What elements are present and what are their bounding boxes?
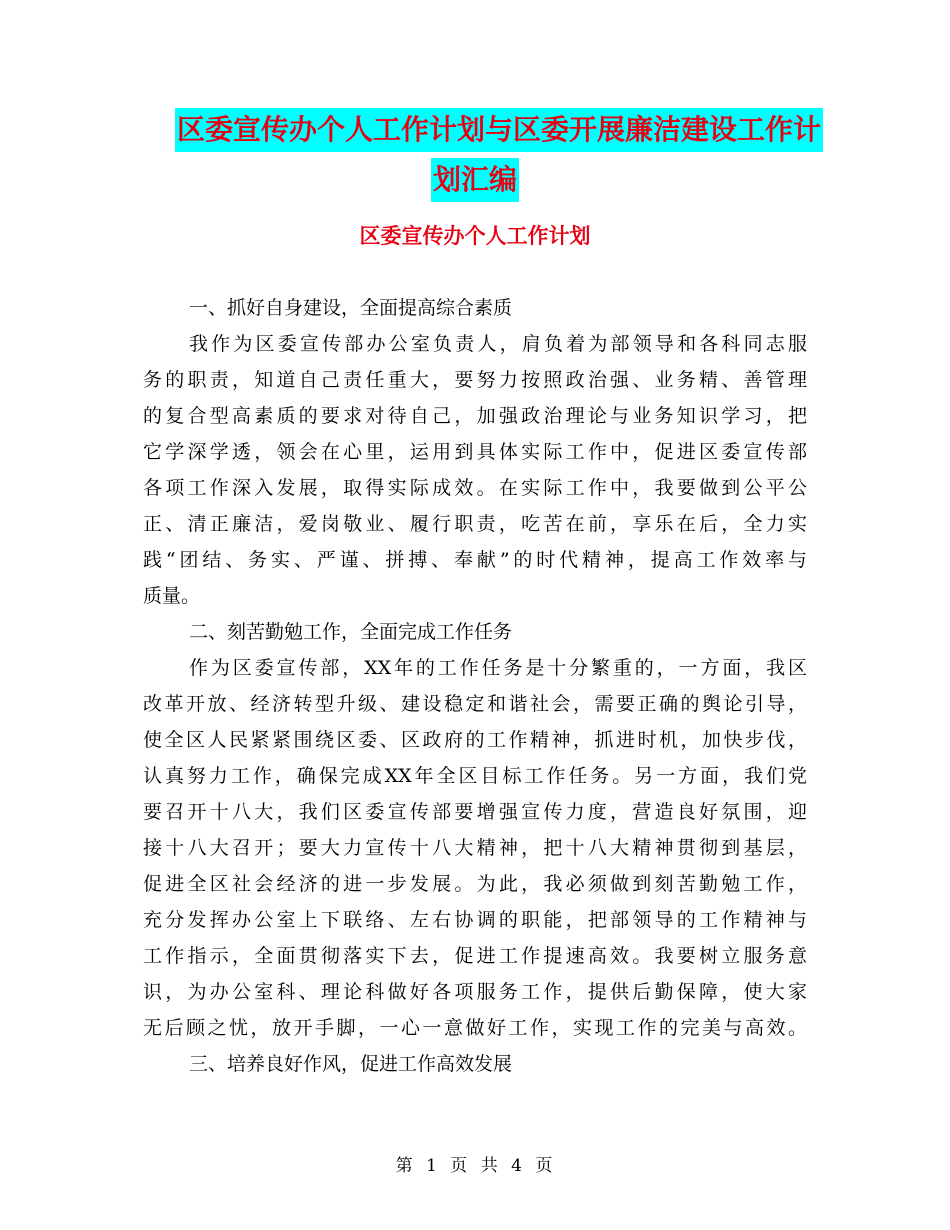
page-footer: 第 1 页 共 4 页	[395, 1156, 555, 1176]
document-title	[0, 108, 950, 202]
paragraph-line: 接十八大召开；要大力宣传十八大精神，把十八大精神贯彻到基层，	[143, 837, 807, 859]
paragraph-line: 正、清正廉洁，爱岗敬业、履行职责，吃苦在前，享乐在后，全力实	[143, 513, 807, 535]
paragraph-line: 促进全区社会经济的进一步发展。为此，我必须做到刻苦勤勉工作，	[143, 873, 807, 895]
paragraph-line: 无后顾之忧，放开手脚，一心一意做好工作，实现工作的完美与高效。	[143, 1017, 807, 1039]
paragraph-line: 充分发挥办公室上下联络、左右协调的职能，把部领导的工作精神与	[143, 909, 807, 931]
title-line-1: 区委宣传办个人工作计划与区委开展廉洁建设工作计	[175, 108, 823, 152]
paragraph-line: 使全区人民紧紧围绕区委、区政府的工作精神，抓进时机，加快步伐，	[143, 729, 807, 751]
paragraph-line: 各项工作深入发展，取得实际成效。在实际工作中，我要做到公平公	[143, 477, 807, 499]
section-title: 区委宣传办个人工作计划	[359, 224, 591, 248]
paragraph-line: 的复合型高素质的要求对待自己，加强政治理论与业务知识学习，把	[143, 405, 807, 427]
paragraph-line: 务的职责，知道自己责任重大，要努力按照政治强、业务精、善管理	[143, 369, 807, 391]
paragraph-line: 践“团结、务实、严谨、拼搏、奉献”的时代精神，提高工作效率与	[143, 549, 807, 571]
paragraph-line: 要召开十八大，我们区委宣传部要增强宣传力度，营造良好氛围，迎	[143, 801, 807, 823]
paragraph-line: 质量。	[143, 585, 201, 607]
paragraph-line: 它学深学透，领会在心里，运用到具体实际工作中，促进区委宣传部	[143, 441, 807, 463]
heading-2: 二、刻苦勤勉工作，全面完成工作任务	[189, 621, 513, 643]
paragraph-line: 认真努力工作，确保完成XX年全区目标工作任务。另一方面，我们党	[143, 765, 807, 787]
paragraph-line: 改革开放、经济转型升级、建设稳定和谐社会，需要正确的舆论引导，	[143, 693, 807, 715]
paragraph-line: 工作指示，全面贯彻落实下去，促进工作提速高效。我要树立服务意	[143, 945, 807, 967]
paragraph-line: 识，为办公室科、理论科做好各项服务工作，提供后勤保障，使大家	[143, 981, 807, 1003]
heading-3: 三、培养良好作风，促进工作高效发展	[189, 1053, 513, 1075]
document-body	[143, 290, 807, 1082]
paragraph-line: 作为区委宣传部，XX年的工作任务是十分繁重的，一方面，我区	[189, 657, 807, 679]
heading-1: 一、抓好自身建设，全面提高综合素质	[189, 297, 513, 319]
title-line-2: 划汇编	[431, 158, 519, 202]
paragraph-line: 我作为区委宣传部办公室负责人，肩负着为部领导和各科同志服	[189, 333, 807, 355]
